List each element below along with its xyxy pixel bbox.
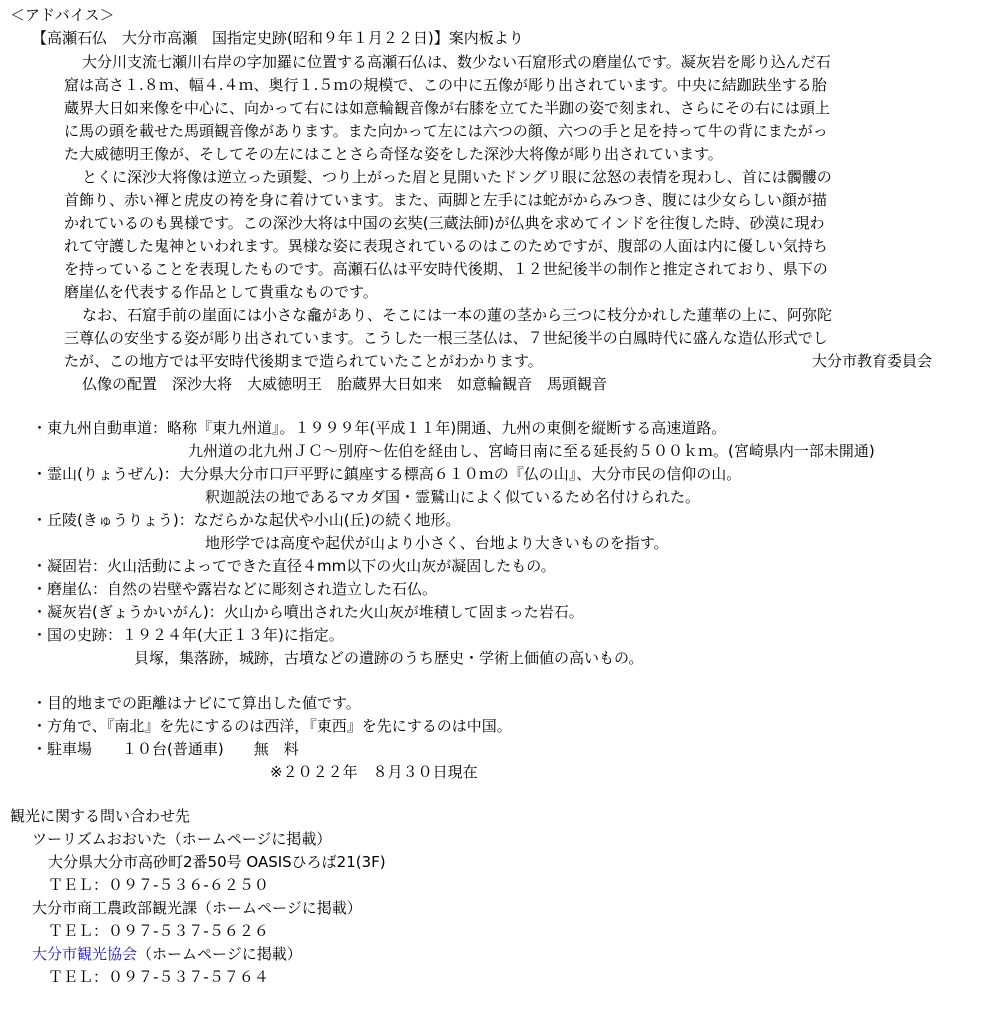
contact-org-name: 大分市商工農政部観光課（ホームページに掲載） xyxy=(32,899,362,917)
glossary-item: 九州道の北九州ＪＣ～別府～佐伯を経由し、宮崎日南に至る延長約５００ｋｍ。(宮崎県内一部未開通) xyxy=(188,442,875,460)
contact-org-suffix: （ホームページに掲載） xyxy=(137,945,302,963)
board-line: 大分川支流七瀬川右岸の字加羅に位置する高瀬石仏は、数少ない石窟形式の磨崖仏です。凝灰岩を彫り込んだ石 xyxy=(82,53,831,71)
note-item: ・方角で、『南北』を先にするのは西洋，『東西』を先にするのは中国。 xyxy=(32,717,512,735)
glossary-item: ・東九州自動車道：略称『東九州道』。１９９９年(平成１１年)開通、九州の東側を縦断する高速道路。 xyxy=(32,419,727,437)
contact-org-row xyxy=(32,943,302,965)
board-line: に馬の頭を載せた馬頭観音像があります。また向かって左には六つの顔、六つの手と足を持って牛の背にまたがっ xyxy=(64,122,828,140)
board-line: 磨崖仏を代表する作品として貴重なものです。 xyxy=(64,283,378,301)
advice-heading: ＜アドバイス＞ xyxy=(10,6,115,24)
board-line: れて守護した鬼神といわれます。異様な姿に表現されているのはこのためですが、腹部の人面は内に優しい気持ち xyxy=(64,237,828,255)
board-line: た大威徳明王像が、そしてその左にはことさら奇怪な姿をした深沙大将像が彫り出されています。 xyxy=(64,145,723,163)
glossary-item: ・磨崖仏：自然の岩壁や露岩などに彫刻され造立した石仏。 xyxy=(32,580,438,598)
contact-tel: ＴＥＬ：０９７-５３７-５６２６ xyxy=(48,922,269,940)
contact-org-name: ツーリズムおおいた（ホームページに掲載） xyxy=(32,830,332,848)
glossary-item: ・霊山(りょうぜん)：大分県大分市口戸平野に鎮座する標高６１０ｍの『仏の山』、大分市民の信仰の山。 xyxy=(32,465,742,483)
contact-tel: ＴＥＬ：０９７-５３６-６２５０ xyxy=(48,876,269,894)
board-line: 窟は高さ１.８ｍ、幅４.４ｍ、奥行１.５ｍの規模で、この中に五像が彫り出されています。中央に結跏趺坐する胎 xyxy=(64,76,827,94)
glossary-item: 地形学では高度や起伏が山より小さく、台地より大きいものを指す。 xyxy=(205,534,669,552)
board-line: を持っていることを表現したものです。高瀬石仏は平安時代後期、１２世紀後半の制作と推定されており、県下の xyxy=(64,260,828,278)
note-item: ・目的地までの距離はナビにて算出した値です。 xyxy=(32,694,361,712)
glossary-item: ・凝灰岩(ぎょうかいがん)：火山から噴出された火山灰が堆積して固まった岩石。 xyxy=(32,603,584,621)
board-line: 三尊仏の安坐する姿が彫り出されています。こうした一根三茎仏は、７世紀後半の白鳳時代に盛んな造仏形式でし xyxy=(64,329,828,347)
parking-note: ・駐車場 １０台(普通車) 無 料 xyxy=(32,740,299,758)
contact-address: 大分県大分市高砂町2番50号 OASISひろば21(3F) xyxy=(48,853,386,871)
board-line: かれているのも異様です。この深沙大将は中国の玄奘(三蔵法師)が仏典を求めてインドを往復した時、砂漠に現わ xyxy=(64,214,825,232)
board-line: 首飾り、赤い褌と虎皮の袴を身に着けています。また、両脚と左手には蛇がからみつき、腹には少女らしい顔が描 xyxy=(64,191,827,209)
glossary-item: ・丘陵(きゅうりょう)：なだらかな起伏や小山(丘)の続く地形。 xyxy=(32,511,461,529)
contact-tel: ＴＥＬ：０９７-５３７-５７６４ xyxy=(48,968,269,986)
oita-tourism-association-link[interactable]: 大分市観光協会 xyxy=(32,945,138,963)
board-title: 【高瀬石仏 大分市高瀬 国指定史跡(昭和９年１月２２日)】案内板より xyxy=(32,29,524,47)
glossary-item: 貝塚，集落跡，城跡，古墳などの遺跡のうち歴史・学術上価値の高いもの。 xyxy=(134,649,644,667)
board-line: 蔵界大日如来像を中心に、向かって右には如意輪観音像が右膝を立てた半跏の姿で刻まれ、さらにその右には頭上 xyxy=(64,99,830,117)
buddha-arrangement: 仏像の配置 深沙大将 大威徳明王 胎蔵界大日如来 如意輪観音 馬頭観音 xyxy=(82,375,608,393)
board-line: たが、この地方では平安時代後期まで造られていたことがわかります。 xyxy=(64,352,543,370)
glossary-item: 釈迦説法の地であるマカダ国・霊鷲山によく似ているため名付けられた。 xyxy=(205,488,701,506)
board-line: なお、石窟手前の崖面には小さな龕があり、そこには一本の蓮の茎から三つに枝分かれした蓮華の上に、阿弥陀 xyxy=(82,306,833,324)
glossary-item: ・凝固岩：火山活動によってできた直径４mm以下の火山灰が凝固したもの。 xyxy=(32,557,556,575)
as-of-date: ※２０２２年 ８月３０日現在 xyxy=(270,763,478,781)
board-line: とくに深沙大将像は逆立った頭髪、つり上がった眉と見開いたドングリ眼に忿怒の表情を現わし、首には髑髏の xyxy=(82,168,832,186)
glossary-item: ・国の史跡：１９２４年(大正１３年)に指定。 xyxy=(32,626,344,644)
board-signature: 大分市教育委員会 xyxy=(812,352,933,370)
contact-heading: 観光に関する問い合わせ先 xyxy=(10,807,191,825)
